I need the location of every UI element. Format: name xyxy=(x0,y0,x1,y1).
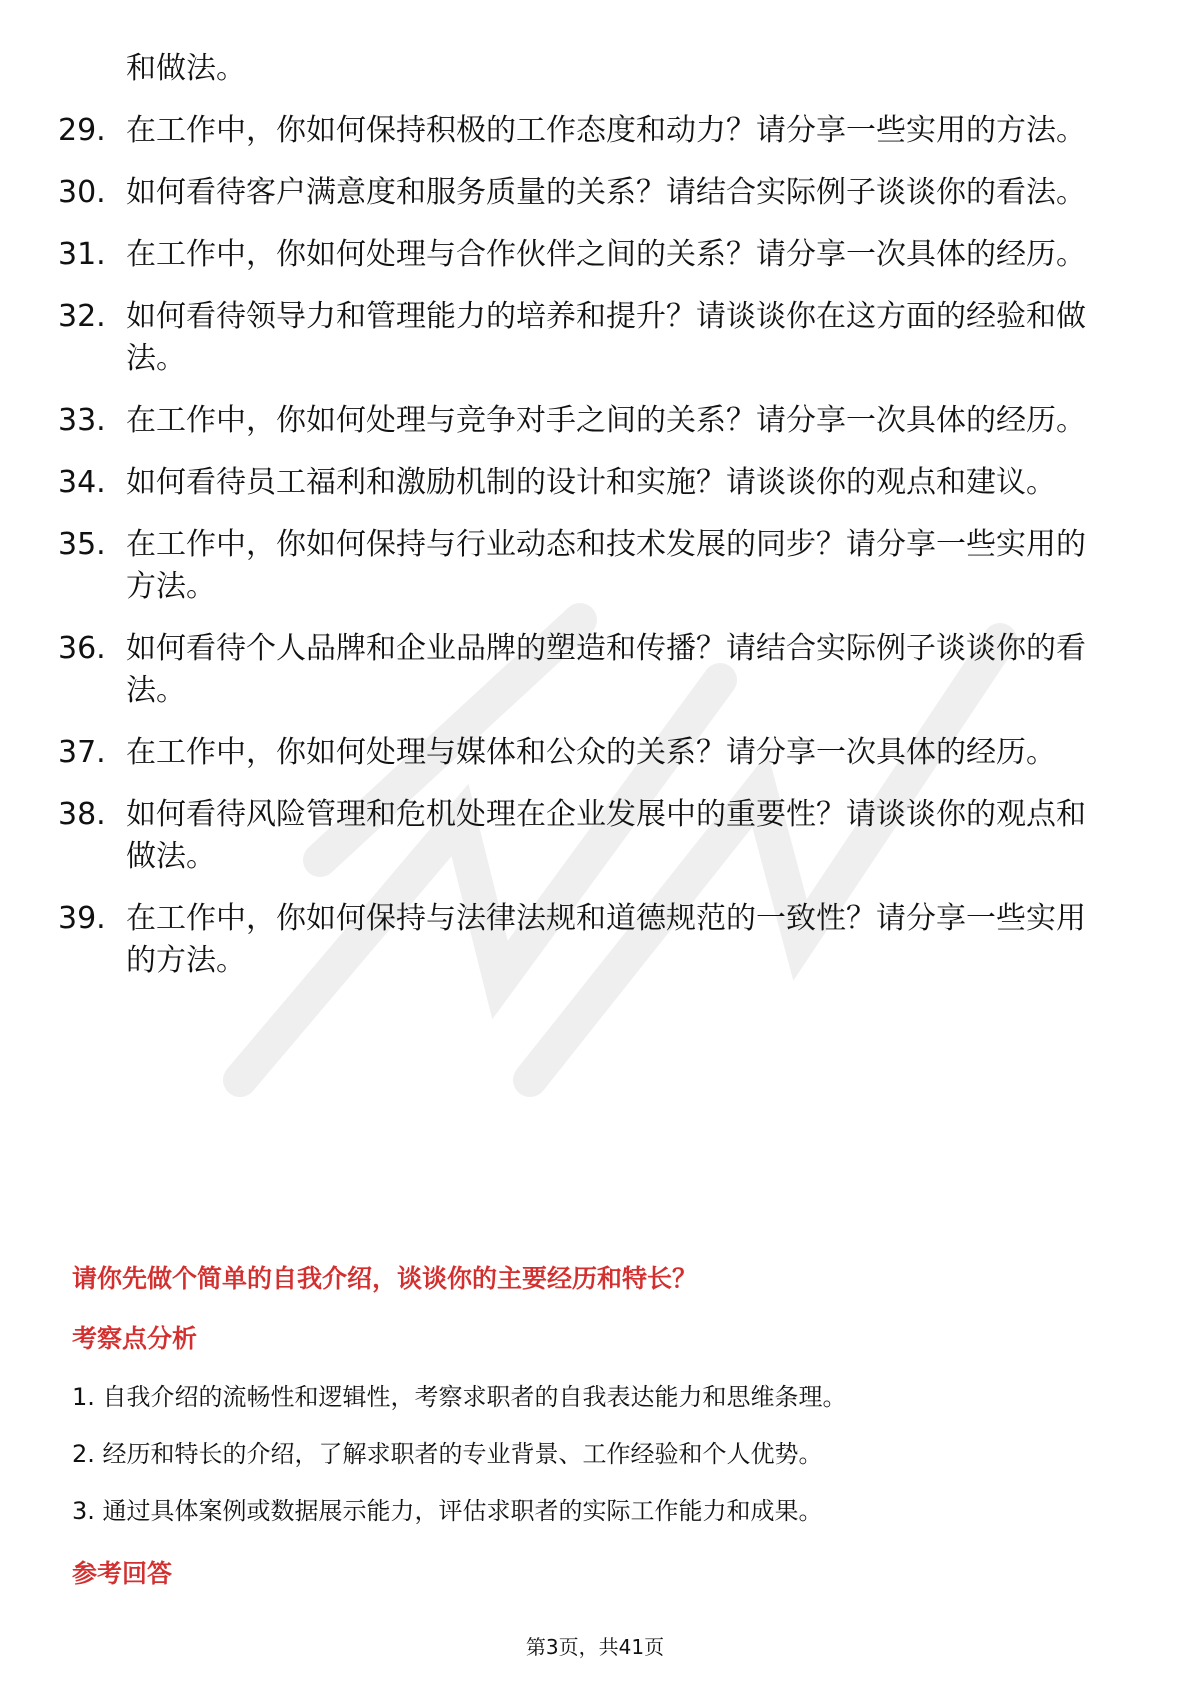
question-item xyxy=(0,400,1190,442)
page-footer: 第3页，共41页 xyxy=(525,1635,665,1659)
analysis-item: 3. 通过具体案例或数据展示能力，评估求职者的实际工作能力和成果。 xyxy=(72,1497,823,1525)
question-number: 35. xyxy=(58,527,106,562)
question-item xyxy=(0,462,1190,504)
question-number: 32. xyxy=(58,299,106,334)
question-number: 39. xyxy=(58,901,106,936)
question-item xyxy=(0,898,1190,982)
question-list xyxy=(0,48,1190,1002)
question-item xyxy=(0,628,1190,712)
continuation-line xyxy=(0,48,1190,90)
question-text: 在工作中，你如何处理与媒体和公众的关系？请分享一次具体的经历。 xyxy=(126,735,1056,770)
question-text: 在工作中，你如何保持积极的工作态度和动力？请分享一些实用的方法。 xyxy=(126,113,1086,148)
continuation-text: 和做法。 xyxy=(126,51,246,86)
question-number: 36. xyxy=(58,631,106,666)
question-text: 在工作中，你如何处理与竞争对手之间的关系？请分享一次具体的经历。 xyxy=(126,403,1086,438)
question-text: 在工作中，你如何保持与行业动态和技术发展的同步？请分享一些实用的方法。 xyxy=(126,527,1086,604)
question-item xyxy=(0,296,1190,380)
question-item xyxy=(0,524,1190,608)
main-question-heading: 请你先做个简单的自我介绍，谈谈你的主要经历和特长？ xyxy=(72,1264,698,1293)
question-number: 37. xyxy=(58,735,106,770)
question-text: 在工作中，你如何保持与法律法规和道德规范的一致性？请分享一些实用的方法。 xyxy=(126,901,1086,978)
question-item xyxy=(0,110,1190,152)
question-item xyxy=(0,172,1190,214)
question-number: 38. xyxy=(58,797,106,832)
question-number: 34. xyxy=(58,465,106,500)
question-item xyxy=(0,234,1190,276)
question-number: 33. xyxy=(58,403,106,438)
analysis-heading: 考察点分析 xyxy=(72,1324,198,1353)
question-text: 如何看待员工福利和激励机制的设计和实施？请谈谈你的观点和建议。 xyxy=(126,465,1056,500)
answer-heading: 参考回答 xyxy=(72,1559,173,1588)
question-number: 29. xyxy=(58,113,106,148)
question-number: 31. xyxy=(58,237,106,272)
analysis-list xyxy=(72,1380,1122,1551)
question-text: 如何看待客户满意度和服务质量的关系？请结合实际例子谈谈你的看法。 xyxy=(126,175,1086,210)
question-text: 如何看待风险管理和危机处理在企业发展中的重要性？请谈谈你的观点和做法。 xyxy=(126,797,1086,874)
analysis-item: 2. 经历和特长的介绍，了解求职者的专业背景、工作经验和个人优势。 xyxy=(72,1440,823,1468)
question-text: 如何看待领导力和管理能力的培养和提升？请谈谈你在这方面的经验和做法。 xyxy=(126,299,1086,376)
analysis-item: 1. 自我介绍的流畅性和逻辑性，考察求职者的自我表达能力和思维条理。 xyxy=(72,1383,847,1411)
question-text: 如何看待个人品牌和企业品牌的塑造和传播？请结合实际例子谈谈你的看法。 xyxy=(126,631,1086,708)
question-number: 30. xyxy=(58,175,106,210)
question-item xyxy=(0,794,1190,878)
question-item xyxy=(0,732,1190,774)
question-text: 在工作中，你如何处理与合作伙伴之间的关系？请分享一次具体的经历。 xyxy=(126,237,1086,272)
